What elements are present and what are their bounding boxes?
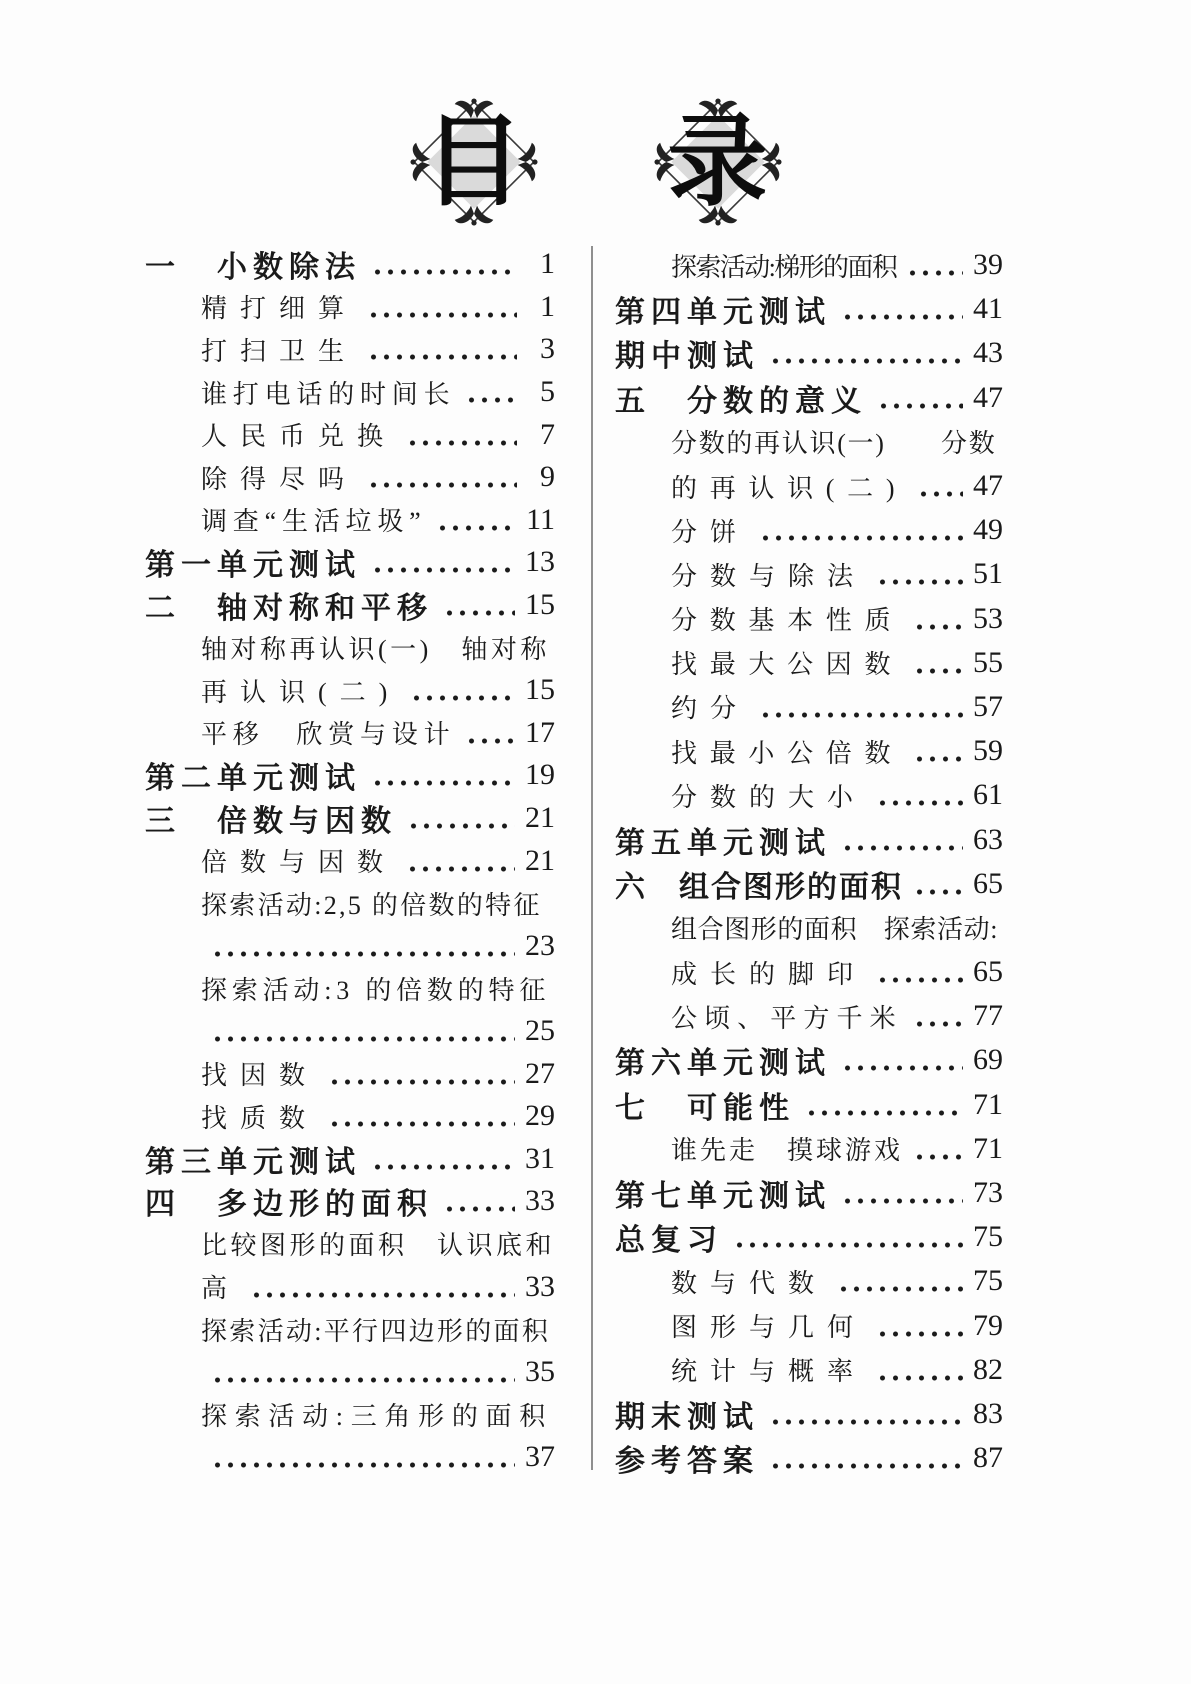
dotted-leader bbox=[367, 311, 517, 319]
toc-entry-label: 轴对称再认识(一) 轴对称 bbox=[201, 635, 550, 665]
toc-entry-page: 17 bbox=[525, 715, 555, 749]
dotted-leader bbox=[211, 1035, 515, 1043]
toc-entry bbox=[145, 243, 555, 286]
toc-entry-page: 71 bbox=[973, 1087, 1003, 1121]
dotted-leader bbox=[759, 534, 963, 542]
dotted-leader bbox=[913, 755, 963, 763]
dotted-leader bbox=[906, 269, 963, 277]
toc-entry bbox=[615, 994, 1003, 1038]
toc-entry-page: 41 bbox=[973, 292, 1003, 326]
dotted-leader bbox=[367, 353, 517, 361]
toc-entry bbox=[145, 541, 555, 584]
toc-entry bbox=[145, 1180, 555, 1223]
page-title bbox=[0, 94, 1191, 230]
toc-entry bbox=[615, 729, 1003, 773]
dotted-leader bbox=[443, 609, 515, 617]
dotted-leader bbox=[769, 1462, 963, 1470]
toc-entry-label: 分数基本性质 bbox=[671, 606, 904, 636]
toc-entry-page: 15 bbox=[525, 673, 555, 707]
toc-entry-page: 51 bbox=[973, 557, 1003, 591]
toc-entry bbox=[145, 1350, 555, 1393]
toc-entry bbox=[615, 1259, 1003, 1303]
dotted-leader bbox=[436, 524, 516, 532]
toc-entry-label: 探索活动:2,5 的倍数的特征 bbox=[201, 890, 542, 920]
toc-entry-label: 图形与几何 bbox=[671, 1313, 867, 1343]
column-divider bbox=[591, 246, 593, 1470]
toc-entry bbox=[145, 1436, 555, 1479]
dotted-leader bbox=[841, 1197, 963, 1205]
toc-entry bbox=[615, 420, 1003, 464]
toc-entry-label: 探索活动:3 的倍数的特征 bbox=[201, 975, 551, 1005]
toc-entry-page: 19 bbox=[525, 758, 555, 792]
toc-entry bbox=[145, 1137, 555, 1180]
toc-entry-label: 找最小公倍数 bbox=[671, 738, 904, 768]
dotted-leader bbox=[371, 1163, 515, 1171]
dotted-leader bbox=[443, 1205, 515, 1213]
toc-entry bbox=[615, 1215, 1003, 1259]
toc-entry bbox=[145, 1393, 555, 1436]
toc-entry-label: 第二单元测试 bbox=[145, 762, 361, 796]
toc-entry-page: 15 bbox=[525, 588, 555, 622]
title-char-1 bbox=[406, 94, 542, 230]
toc-entry-label: 倍数与因数 bbox=[201, 848, 397, 878]
toc-entry-page: 25 bbox=[525, 1013, 555, 1047]
dotted-leader bbox=[876, 1374, 963, 1382]
toc-entry-label: 分饼 bbox=[671, 517, 750, 547]
toc-entry-label: 数与代数 bbox=[671, 1268, 828, 1298]
toc-entry-label: 第七单元测试 bbox=[615, 1180, 831, 1214]
toc-entry bbox=[615, 862, 1003, 906]
toc-entry-page: 73 bbox=[973, 1176, 1003, 1210]
toc-entry-page: 71 bbox=[973, 1131, 1003, 1165]
toc-entry-label: 除得尽吗 bbox=[201, 464, 358, 494]
dotted-leader bbox=[733, 1241, 963, 1249]
toc-entry bbox=[615, 1171, 1003, 1215]
dotted-leader bbox=[913, 1153, 963, 1161]
toc-entry-page: 9 bbox=[540, 460, 555, 494]
toc-entry-page: 47 bbox=[973, 380, 1003, 414]
toc-entry bbox=[145, 499, 555, 542]
dotted-leader bbox=[371, 268, 517, 276]
toc-entry-page: 65 bbox=[973, 955, 1003, 989]
toc-entry bbox=[615, 817, 1003, 861]
toc-entry bbox=[145, 413, 555, 456]
toc-entry-label: 精打细算 bbox=[201, 294, 358, 324]
dotted-leader bbox=[211, 1461, 515, 1469]
toc-entry-page: 65 bbox=[973, 866, 1003, 900]
toc-entry-page: 79 bbox=[973, 1308, 1003, 1342]
toc-entry bbox=[145, 584, 555, 627]
toc-entry bbox=[615, 243, 1003, 287]
toc-entry bbox=[145, 669, 555, 712]
dotted-leader bbox=[769, 357, 963, 365]
toc-entry bbox=[615, 287, 1003, 331]
toc-entry bbox=[615, 1083, 1003, 1127]
toc-entry-label: 再认识(二) bbox=[201, 677, 401, 707]
toc-entry bbox=[615, 1436, 1003, 1480]
dotted-leader bbox=[877, 402, 963, 410]
toc-entry-label: 谁打电话的时间长 bbox=[201, 379, 456, 409]
dotted-leader bbox=[371, 779, 515, 787]
toc-entry-label: 约分 bbox=[671, 694, 750, 724]
toc-entry-label: 第一单元测试 bbox=[145, 549, 361, 583]
toc-entry bbox=[615, 464, 1003, 508]
dotted-leader bbox=[841, 313, 963, 321]
toc-entry bbox=[145, 1223, 555, 1266]
toc-entry-page: 33 bbox=[525, 1184, 555, 1218]
toc-entry bbox=[145, 967, 555, 1010]
dotted-leader bbox=[769, 1418, 963, 1426]
toc-entry bbox=[615, 597, 1003, 641]
toc-entry bbox=[615, 685, 1003, 729]
toc-entry-page: 83 bbox=[973, 1396, 1003, 1430]
dotted-leader bbox=[876, 976, 963, 984]
toc-entry-page: 35 bbox=[525, 1354, 555, 1388]
toc-entry-label: 比较图形的面积 认识底和 bbox=[201, 1231, 556, 1261]
toc-entry-page: 69 bbox=[973, 1043, 1003, 1077]
toc-entry-label: 探索活动:平行四边形的面积 bbox=[201, 1316, 551, 1346]
toc-entry-page: 57 bbox=[973, 689, 1003, 723]
dotted-leader bbox=[805, 1109, 963, 1117]
toc-entry bbox=[615, 906, 1003, 950]
toc-entry bbox=[615, 376, 1003, 420]
toc-entry-page: 1 bbox=[540, 289, 555, 323]
toc-entry-label: 统计与概率 bbox=[671, 1357, 867, 1387]
toc-entry bbox=[145, 712, 555, 755]
toc-entry bbox=[615, 552, 1003, 596]
toc-entry-label: 五 分数的意义 bbox=[615, 384, 867, 418]
toc-entry bbox=[145, 754, 555, 797]
toc-entry bbox=[615, 773, 1003, 817]
toc-entry bbox=[145, 1308, 555, 1351]
dotted-leader bbox=[211, 950, 515, 958]
toc-entry-page: 1 bbox=[540, 247, 555, 281]
toc-entry-page: 37 bbox=[525, 1439, 555, 1473]
toc-entry-label: 期末测试 bbox=[615, 1400, 759, 1434]
toc-entry-page: 75 bbox=[973, 1220, 1003, 1254]
toc-entry-label: 一 小数除法 bbox=[145, 251, 361, 285]
toc-column-left bbox=[145, 243, 555, 1478]
toc-entry bbox=[145, 797, 555, 840]
toc-entry-page: 75 bbox=[973, 1264, 1003, 1298]
toc-entry-page: 21 bbox=[525, 801, 555, 835]
dotted-leader bbox=[913, 667, 963, 675]
toc-entry-page: 23 bbox=[525, 928, 555, 962]
toc-entry bbox=[615, 1304, 1003, 1348]
toc-entry-page: 27 bbox=[525, 1056, 555, 1090]
dotted-leader bbox=[250, 1291, 515, 1299]
dotted-leader bbox=[913, 623, 963, 631]
toc-entry-label: 高 bbox=[201, 1274, 241, 1304]
toc-entry-label: 探索活动:三角形的面积 bbox=[201, 1401, 553, 1431]
toc-entry-label: 分数的再认识(一) 分数 bbox=[671, 429, 997, 459]
title-glyph: 录 bbox=[667, 106, 768, 218]
toc-entry-label: 平移 欣赏与设计 bbox=[201, 720, 456, 750]
dotted-leader bbox=[759, 711, 963, 719]
toc-entry-label: 找最大公因数 bbox=[671, 650, 904, 680]
toc-entry-page: 77 bbox=[973, 999, 1003, 1033]
toc-entry-page: 5 bbox=[540, 375, 555, 409]
toc-entry bbox=[615, 508, 1003, 552]
dotted-leader bbox=[841, 844, 963, 852]
title-char-2 bbox=[650, 94, 786, 230]
dotted-leader bbox=[837, 1285, 963, 1293]
toc-entry-label: 分数与除法 bbox=[671, 561, 867, 591]
dotted-leader bbox=[367, 481, 517, 489]
toc-entry-label: 第四单元测试 bbox=[615, 296, 831, 330]
toc-entry-page: 11 bbox=[526, 502, 555, 536]
toc-entry-page: 31 bbox=[525, 1141, 555, 1175]
dotted-leader bbox=[876, 578, 963, 586]
toc-entry bbox=[145, 286, 555, 329]
dotted-leader bbox=[410, 694, 515, 702]
toc-entry-page: 21 bbox=[525, 843, 555, 877]
toc-entry bbox=[145, 839, 555, 882]
toc-entry-label: 第五单元测试 bbox=[615, 826, 831, 860]
toc-entry-page: 61 bbox=[973, 778, 1003, 812]
toc-entry-label: 分数的大小 bbox=[671, 782, 867, 812]
toc-entry bbox=[615, 1348, 1003, 1392]
toc-entry bbox=[615, 950, 1003, 994]
title-glyph: 目 bbox=[423, 106, 524, 218]
toc-entry bbox=[145, 1052, 555, 1095]
toc-entry-label: 人民币兑换 bbox=[201, 422, 397, 452]
toc-entry-label: 第三单元测试 bbox=[145, 1145, 361, 1179]
toc-entry bbox=[615, 331, 1003, 375]
dotted-leader bbox=[876, 799, 963, 807]
toc-entry-label: 调查“生活垃圾” bbox=[201, 507, 427, 537]
toc-entry-label: 成长的脚印 bbox=[671, 959, 867, 989]
toc-entry-page: 49 bbox=[973, 513, 1003, 547]
dotted-leader bbox=[407, 822, 515, 830]
toc-entry-page: 29 bbox=[525, 1099, 555, 1133]
toc-entry bbox=[145, 1095, 555, 1138]
toc-entry bbox=[145, 882, 555, 925]
toc-entry bbox=[145, 1265, 555, 1308]
toc-entry bbox=[145, 1010, 555, 1053]
toc-entry-label: 二 轴对称和平移 bbox=[145, 592, 433, 626]
toc-entry-label: 组合图形的面积 探索活动: bbox=[671, 915, 999, 945]
toc-entry-label: 探索活动:梯形的面积 bbox=[671, 252, 897, 282]
toc-entry-page: 47 bbox=[973, 469, 1003, 503]
toc-entry-label: 找质数 bbox=[201, 1103, 319, 1133]
toc-entry-page: 13 bbox=[525, 545, 555, 579]
dotted-leader bbox=[917, 490, 963, 498]
toc-entry-label: 找因数 bbox=[201, 1061, 319, 1091]
toc-entry-label: 公顷、平方千米 bbox=[671, 1003, 903, 1033]
toc-entry-page: 43 bbox=[973, 336, 1003, 370]
toc-entry-label: 总复习 bbox=[615, 1224, 723, 1258]
dotted-leader bbox=[328, 1078, 515, 1086]
toc-column-right bbox=[615, 243, 1003, 1480]
toc-entry-page: 63 bbox=[973, 822, 1003, 856]
toc-entry-label: 四 多边形的面积 bbox=[145, 1188, 433, 1222]
toc-entry bbox=[615, 1038, 1003, 1082]
dotted-leader bbox=[465, 396, 517, 404]
toc-entry-label: 谁先走 摸球游戏 bbox=[671, 1136, 904, 1166]
toc-entry bbox=[145, 925, 555, 968]
toc-entry bbox=[615, 1392, 1003, 1436]
toc-entry-page: 53 bbox=[973, 601, 1003, 635]
toc-entry-page: 59 bbox=[973, 734, 1003, 768]
toc-entry bbox=[145, 371, 555, 414]
toc-entry-page: 87 bbox=[973, 1441, 1003, 1475]
toc-entry-page: 82 bbox=[973, 1352, 1003, 1386]
toc-entry-label: 打扫卫生 bbox=[201, 336, 358, 366]
toc-entry-label: 期中测试 bbox=[615, 340, 759, 374]
toc-entry bbox=[615, 1127, 1003, 1171]
toc-entry-label: 的再认识(二) bbox=[671, 473, 908, 503]
toc-entry-page: 39 bbox=[973, 248, 1003, 282]
dotted-leader bbox=[465, 737, 515, 745]
dotted-leader bbox=[211, 1376, 515, 1384]
toc-entry-page: 3 bbox=[540, 332, 555, 366]
toc-entry-label: 第六单元测试 bbox=[615, 1047, 831, 1081]
toc-entry-page: 7 bbox=[540, 417, 555, 451]
dotted-leader bbox=[876, 1330, 963, 1338]
dotted-leader bbox=[406, 439, 517, 447]
toc-entry-page: 55 bbox=[973, 645, 1003, 679]
dotted-leader bbox=[841, 1064, 963, 1072]
toc-entry-label: 六 组合图形的面积 bbox=[615, 870, 903, 904]
dotted-leader bbox=[913, 1020, 963, 1028]
toc-entry-label: 三 倍数与因数 bbox=[145, 805, 397, 839]
toc-entry-label: 七 可能性 bbox=[615, 1091, 795, 1125]
toc-entry-page: 33 bbox=[525, 1269, 555, 1303]
dotted-leader bbox=[406, 865, 515, 873]
toc-entry-label: 参考答案 bbox=[615, 1445, 759, 1479]
dotted-leader bbox=[913, 888, 963, 896]
toc-entry bbox=[145, 328, 555, 371]
dotted-leader bbox=[371, 566, 515, 574]
dotted-leader bbox=[328, 1120, 515, 1128]
toc-entry bbox=[145, 456, 555, 499]
toc-entry bbox=[145, 626, 555, 669]
toc-entry bbox=[615, 641, 1003, 685]
